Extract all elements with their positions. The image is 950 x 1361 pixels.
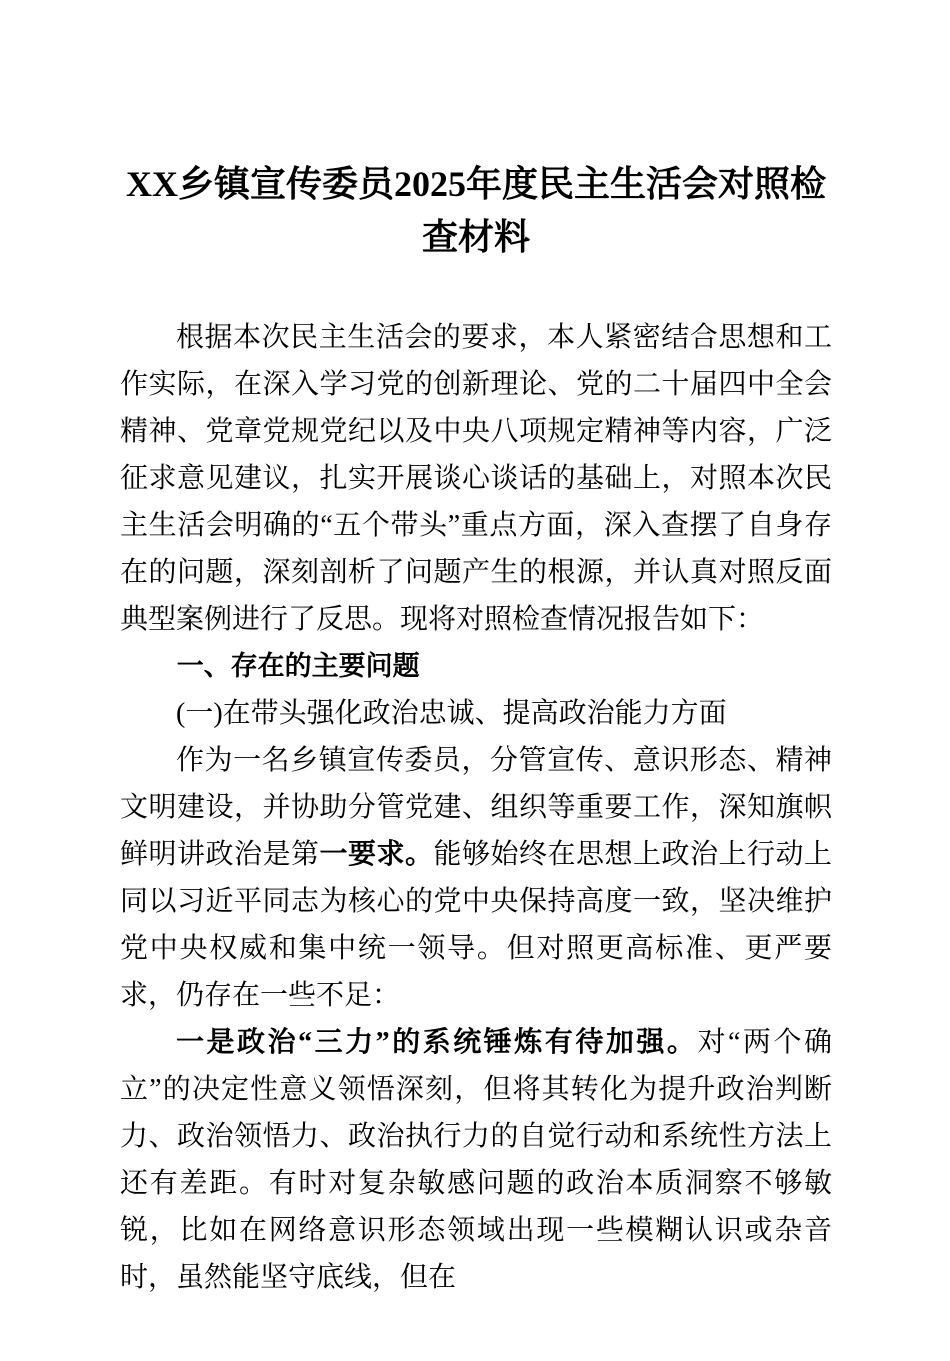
text-segment-bold: 一要求。 (319, 839, 434, 870)
document-title: XX乡镇宣传委员2025年度民主生活会对照检查材料 (126, 164, 826, 257)
text-segment: 作为一名乡镇宣传委员，分管宣传、意识形态、精神文明建设，并协助分管党建、组织等重要工作，深知旗帜鲜明讲政治是第 (120, 745, 832, 870)
paragraph-first-issue (120, 1019, 832, 1301)
intro-paragraph: 根据本次民主生活会的要求，本人紧密结合思想和工作实际，在深入学习党的创新理论、党的二十届四中全会精神、党章党规党纪以及中央八项规定精神等内容，广泛征求意见建议，扎实开展谈心谈话的基础上，对照本次民主生活会明确的“五个带头”重点方面，深入查摆了自身存在的问题，深刻剖析了问题产生的根源，并认真对照反面典型案例进行了反思。现将对照检查情况报告如下： (120, 322, 832, 635)
text-segment-bold: 一是政治“三力”的系统锤炼有待加强。 (176, 1027, 698, 1058)
paragraph-political-loyalty (120, 737, 832, 1019)
text-segment: 对“两个确立”的决定性意义领悟深刻，但将其转化为提升政治判断力、政治领悟力、政治执行力的自觉行动和系统性方法上还有差距。有时对复杂敏感问题的政治本质洞察不够敏锐，比如在网络意识形态领域出现一些模糊认识或杂音时，虽然能坚守底线，但在 (120, 1027, 832, 1293)
text-segment: 能够始终在思想上政治上行动上同以习近平同志为核心的党中央保持高度一致，坚决维护党中央权威和集中统一领导。但对照更高标准、更严要求，仍存在一些不足： (120, 839, 832, 1011)
subsection-heading-political-loyalty: (一)在带头强化政治忠诚、提高政治能力方面 (176, 698, 727, 729)
section-heading-main-problems: 一、存在的主要问题 (176, 651, 420, 681)
